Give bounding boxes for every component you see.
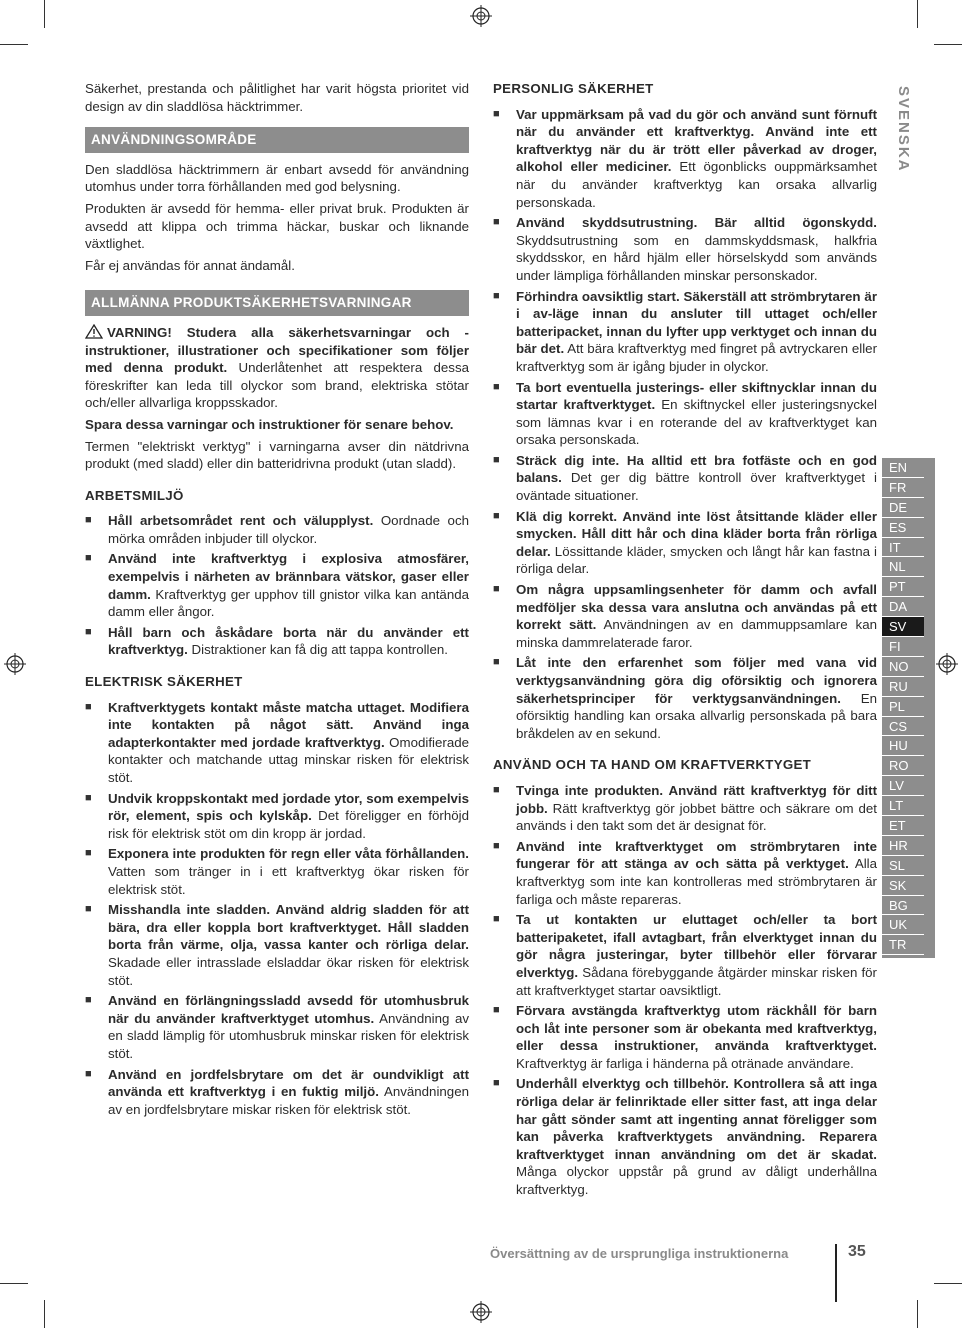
- subheading-personal-safety: PERSONLIG SÄKERHET: [493, 81, 654, 96]
- language-tab-fi[interactable]: FI: [882, 637, 924, 657]
- language-tab-tr[interactable]: TR: [882, 935, 924, 955]
- bullet-icon: ■: [493, 583, 500, 596]
- list-item: [493, 911, 877, 999]
- item-text: Att bära kraftverktyg med fingret på avtryckaren eller kraftverktyg som är igång bjuder in olyckor.: [516, 341, 878, 374]
- item-text: Skadade eller intrasslade elsladdar ökar risken för elektrisk stöt.: [108, 954, 469, 988]
- bullet-icon: ■: [493, 107, 500, 120]
- list-item: [493, 214, 877, 284]
- list-item: [85, 992, 469, 1062]
- subheading-use-and-care: ANVÄND OCH TA HAND OM KRAFTVERKTYGET: [493, 757, 812, 773]
- item-text: En oförsiktig handling kan orsaka allvarlig personskada på bara bråkdelen av en sekund.: [516, 690, 877, 741]
- item-text: Skyddsutrustning som en dammskyddsmask, halkfria skyddsskor, en hård hjälm eller hörselskydd som används under lämpliga förhållanden minskar personskador.: [516, 232, 877, 283]
- item-text: Kraftverktyg är farliga i händerna på otränade användare.: [516, 1055, 854, 1071]
- warning-triangle-icon: [85, 324, 103, 339]
- item-text: En skiftnyckel eller justeringsnyckel som lämnas kvar i en roterande del av kraftverktyget kan orsaka personskada.: [516, 397, 877, 448]
- list-item: [493, 452, 877, 505]
- list-item: [85, 901, 469, 989]
- list-item: [85, 1066, 469, 1119]
- item-text: Oordnade och mörka områden inbjuder till olyckor.: [108, 513, 469, 546]
- list-item: [493, 654, 877, 742]
- bullet-icon: ■: [85, 791, 92, 804]
- language-tab-sv[interactable]: SV: [882, 617, 924, 637]
- bullet-icon: ■: [493, 453, 500, 466]
- bullet-icon: ■: [493, 1004, 500, 1017]
- item-bold: Använd inte kraftverktyget om strömbrytaren inte fungerar för att stänga av och sätta på verktyget.: [516, 838, 877, 872]
- right-column: [493, 80, 877, 1203]
- item-text: Användningen av en jordfelsbrytare miskar risken för elektrisk stöt.: [108, 1084, 469, 1117]
- term-definition: Termen "elektriskt verktyg" i varningarna avser din nätdrivna produkt (med sladd) eller din batteridrivna produkt (utan sladd).: [85, 438, 469, 472]
- work-area-list: [85, 512, 469, 659]
- item-bold: Om några uppsamlingsenheter för damm och avfall medföljer ska dessa vara anslutna och användas på ett korrekt sätt.: [516, 582, 877, 633]
- item-text: Alla kraftverktyg som inte kan kontrolleras med strömbrytaren är farliga och måste repareras.: [516, 856, 877, 907]
- language-tab-nl[interactable]: NL: [882, 557, 924, 577]
- crop-mark: [44, 0, 45, 28]
- list-item: [493, 379, 877, 449]
- list-item: [85, 845, 469, 898]
- language-tab-cs[interactable]: CS: [882, 717, 924, 737]
- list-item: [493, 288, 877, 376]
- bullet-icon: ■: [85, 552, 92, 565]
- language-tab-pl[interactable]: PL: [882, 697, 924, 717]
- bullet-icon: ■: [493, 289, 500, 302]
- item-text: Användningen av en dammuppsamlare kan minska dammrelaterade faror.: [516, 617, 877, 650]
- language-tab-lt[interactable]: LT: [882, 796, 924, 816]
- item-bold: Använd en jordfelsbrytare om det är oundvikligt att använda ett kraftverktyg i en fuktig miljö.: [108, 1066, 469, 1100]
- subheading-work-area: ARBETSMILJÖ: [85, 487, 184, 503]
- item-text: Sådana förebyggande åtgärder minskar risken för att kraftverktyget startar oavsiktligt.: [516, 964, 877, 998]
- item-text: Rätt kraftverktyg gör jobbet bättre och säkrare om det används i den takt som det är designat för.: [516, 800, 877, 834]
- registration-mark-icon: [936, 653, 958, 675]
- bullet-icon: ■: [85, 700, 92, 713]
- language-tab-uk[interactable]: UK: [882, 915, 924, 935]
- item-bold: Förhindra oavsiktlig start. Säkerställ att strömbrytaren är i av-läge innan du ansluter till uttaget och/eller batteripacket, innan du lyfter upp verktyget och innan du bär det.: [516, 288, 877, 357]
- left-column: [85, 80, 469, 1122]
- item-bold: Kraftverktygets kontakt måste matcha uttaget. Modifiera inte kontakten på något sätt. Använd inga adapterkontakter med jordade kraftverktyg.: [108, 699, 469, 750]
- bullet-icon: ■: [493, 913, 500, 926]
- language-tab-es[interactable]: ES: [882, 518, 924, 538]
- item-text: Vatten som tränger in i ett kraftverktyg ökar risken för elektrisk stöt.: [108, 863, 469, 897]
- bullet-icon: ■: [493, 656, 500, 669]
- item-bold: Ta bort eventuella justerings- eller skiftnycklar innan du startar kraftverktyget.: [516, 379, 877, 413]
- crop-mark: [934, 1283, 962, 1284]
- list-item: [85, 512, 469, 547]
- crop-mark: [934, 44, 962, 45]
- usage-paragraph: Får ej användas för annat ändamål.: [85, 257, 295, 273]
- language-tab-sk[interactable]: SK: [882, 876, 924, 896]
- registration-mark-icon: [4, 653, 26, 675]
- crop-mark: [0, 1283, 28, 1284]
- item-bold: Exponera inte produkten för regn eller våta förhållanden.: [108, 846, 469, 862]
- save-instructions: [85, 416, 469, 434]
- item-bold: Håll arbetsområdet rent och välupplyst.: [108, 513, 374, 529]
- bullet-icon: ■: [85, 847, 92, 860]
- item-bold: Undvik kroppskontakt med jordade ytor, som exempelvis rör, element, spis och kylskåp.: [108, 790, 469, 824]
- save-instructions-text: Spara dessa varningar och instruktioner för senare behov.: [85, 416, 454, 432]
- language-tab-sl[interactable]: SL: [882, 856, 924, 876]
- list-item: [493, 782, 877, 835]
- item-bold: Ta ut kontakten ur eluttaget och/eller ta bort batteripaketet, ifall avtagbart, från elverktyget innan du gör några justeringar, byter tillbehör eller förvarar elverktyg.: [516, 912, 877, 980]
- item-bold: Misshandla inte sladden. Använd aldrig sladden för att bära, dra eller koppla bort kraftverktyget. Håll sladden borta från värme, olja, vassa kanter och rörliga delar.: [108, 902, 469, 953]
- item-bold: Klä dig korrekt. Använd inte löst åtsittande kläder eller smycken. Håll ditt hår och dina kläder borta från rörliga delar.: [516, 508, 877, 559]
- warning-text: Underlåtenhet att respektera dessa föreskrifter kan leda till olyckor som brand, elektriska stötar och/eller allvarliga kroppsskador.: [85, 360, 469, 411]
- bullet-icon: ■: [85, 994, 92, 1007]
- item-bold: Underhåll elverktyg och tillbehör. Kontrollera så att inga rörliga delar är felinriktade eller sitter fast, att inga delar har gått sönder samt att ingenting annat föreligger som kan påverka kraftverktygets användning. Reparera kraftverktyget innan användning om det är skadat.: [516, 1076, 877, 1162]
- item-text: Lössittande kläder, smycken och långt hår kan fastna i rörliga delar.: [516, 543, 877, 577]
- item-text: Många olyckor uppstår på grund av dåligt underhållna kraftverktyg.: [516, 1164, 877, 1198]
- footer-translation-note: Översättning av de ursprungliga instruktionerna: [490, 1246, 789, 1261]
- language-tab-bg[interactable]: BG: [882, 896, 924, 916]
- list-item: [493, 581, 877, 651]
- item-bold: Sträck dig inte. Ha alltid ett bra fotfäste och en god balans.: [516, 452, 877, 486]
- usage-paragraph: Produkten är avsedd för hemma- eller privat bruk. Produkten är avsedd att klippa och trimma häckar, buskar och liknande växtlighet.: [85, 200, 469, 252]
- bullet-icon: ■: [493, 783, 500, 796]
- language-tab-da[interactable]: DA: [882, 597, 924, 617]
- list-item: [85, 550, 469, 620]
- item-text: Användning av en sladd lämplig för utomhusbruk minskar risken för elektrisk stöt.: [108, 1010, 469, 1061]
- item-bold: Var uppmärksam på vad du gör och använd sunt förnuft när du använder ett kraftverktyg. Använd inte ett kraftverktyg när du är trött eller påverkad av droger, alkohol eller mediciner.: [516, 106, 877, 175]
- list-item: [493, 1075, 877, 1198]
- list-item: [493, 838, 877, 908]
- item-text: Kraftverktyg ger upphov till gnistor vilka kan antända damm eller ångor.: [108, 586, 469, 620]
- bullet-icon: ■: [85, 1067, 92, 1080]
- bullet-icon: ■: [493, 216, 500, 229]
- section-title-general-warnings: ALLMÄNNA PRODUKTSÄKERHETSVARNINGAR: [85, 290, 469, 316]
- language-tab-it[interactable]: IT: [882, 538, 924, 558]
- bullet-icon: ■: [493, 1077, 500, 1090]
- language-tab-de[interactable]: DE: [882, 498, 924, 518]
- language-tab-hu[interactable]: HU: [882, 736, 924, 756]
- list-item: [85, 699, 469, 787]
- bullet-icon: ■: [85, 514, 92, 527]
- registration-mark-icon: [470, 1301, 492, 1323]
- list-item: [493, 508, 877, 578]
- bullet-icon: ■: [493, 380, 500, 393]
- section-title-usage: ANVÄNDNINGSOMRÅDE: [85, 127, 469, 153]
- item-text: Ett ögonblicks ouppmärksamhet när du använder kraftverktyg kan orsaka allvarlig personskada.: [516, 159, 877, 210]
- usage-paragraph: Den sladdlösa häcktrimmern är enbart avsedd för användning utomhus under torra förhållanden med god belysning.: [85, 161, 469, 195]
- page-number: 35: [848, 1243, 866, 1260]
- list-item: [85, 624, 469, 659]
- item-bold: Förvara avstängda kraftverktyg utom räckhåll för barn och låt inte personer som är obekanta med kraftverktyg, eller dessa instruktioner, använda kraftverktyget.: [516, 1003, 877, 1054]
- language-tab-lv[interactable]: LV: [882, 776, 924, 796]
- list-item: [493, 106, 877, 212]
- item-bold: Använd inte kraftverktyg i explosiva atmosfärer, exempelvis i närheten av brännbara vätskor, gaser eller damm.: [108, 551, 469, 602]
- crop-mark: [917, 0, 918, 28]
- language-tab-no[interactable]: NO: [882, 657, 924, 677]
- language-tab-ro[interactable]: RO: [882, 756, 924, 776]
- footer-divider: [835, 1244, 837, 1302]
- warning-bold-text: VARNING! Studera alla säkerhetsvarningar och -instruktioner, illustrationer och specifikationer som följer med denna produkt.: [85, 324, 469, 376]
- bullet-icon: ■: [85, 903, 92, 916]
- bullet-icon: ■: [493, 839, 500, 852]
- list-item: [493, 1002, 877, 1072]
- language-tab-pt[interactable]: PT: [882, 577, 924, 597]
- warning-paragraph: [85, 324, 469, 412]
- item-bold: Tvinga inte produkten. Använd rätt kraftverktyg för ditt jobb.: [516, 782, 877, 816]
- personal-safety-list: [493, 106, 877, 743]
- crop-mark: [917, 1300, 918, 1328]
- list-item: [85, 790, 469, 843]
- item-bold: Använd skyddsutrustning. Bär alltid ögonskydd.: [516, 215, 877, 231]
- use-and-care-list: [493, 782, 877, 1199]
- side-language-title: SVENSKA: [895, 86, 912, 173]
- language-tab-ru[interactable]: RU: [882, 677, 924, 697]
- crop-mark: [44, 1300, 45, 1328]
- item-text: Det ger dig bättre kontroll över kraftverktyget i oväntade situationer.: [516, 470, 877, 504]
- crop-mark: [0, 44, 28, 45]
- electrical-safety-list: [85, 699, 469, 1119]
- language-tab-et[interactable]: ET: [882, 816, 924, 836]
- subheading-electrical-safety: ELEKTRISK SÄKERHET: [85, 674, 243, 690]
- bullet-icon: ■: [493, 509, 500, 522]
- item-bold: Använd en förlängningssladd avsedd för utomhusbruk när du använder kraftverktyget utomhus.: [108, 993, 469, 1026]
- item-bold: Håll barn och åskådare borta när du använder ett kraftverktyg.: [108, 624, 469, 658]
- language-tab-en[interactable]: EN: [882, 458, 924, 478]
- registration-mark-icon: [470, 5, 492, 27]
- language-tabs: [882, 458, 935, 958]
- bullet-icon: ■: [85, 625, 92, 638]
- item-text: Omodifierade kontakter och matchande uttag minskar risken för elektrisk stöt.: [108, 734, 469, 785]
- item-text: Det föreligger en förhöjd risk för elektrisk stöt om din kropp är jordad.: [108, 808, 469, 841]
- item-text: Distraktioner kan få dig att tappa kontrollen.: [187, 642, 449, 658]
- language-tab-fr[interactable]: FR: [882, 478, 924, 498]
- language-tab-hr[interactable]: HR: [882, 836, 924, 856]
- item-bold: Låt inte den erfarenhet som följer med vana vid verktygsanvändning göra dig oförsiktig och ignorera säkerhetsprinciper för verktygsanvändningen.: [516, 655, 877, 706]
- intro-text: Säkerhet, prestanda och pålitlighet har varit högsta prioritet vid design av din sladdlösa häcktrimmer.: [85, 81, 469, 114]
